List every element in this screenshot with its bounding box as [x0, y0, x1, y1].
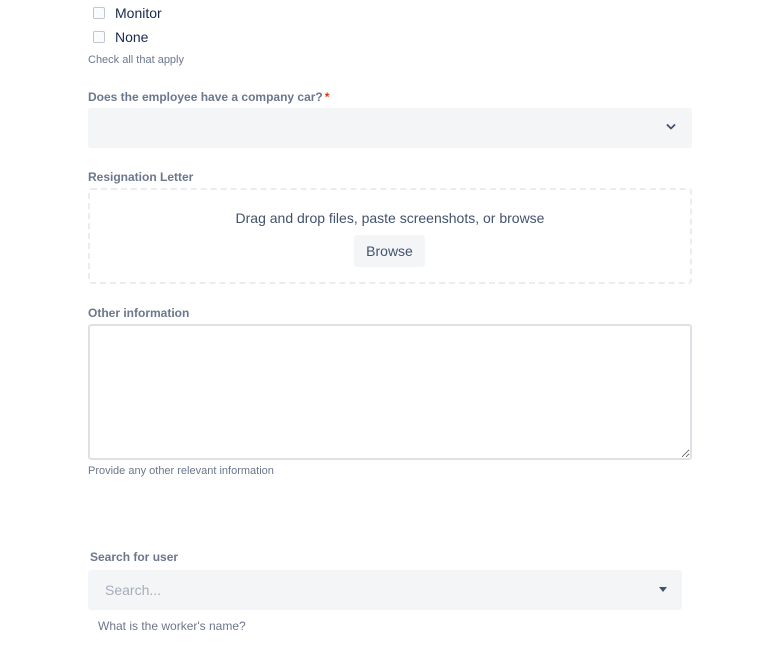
- checkbox-option-none[interactable]: [93, 27, 148, 47]
- dropzone-text: Drag and drop files, paste screenshots, or browse: [235, 210, 545, 226]
- checkbox-option-monitor[interactable]: [93, 3, 162, 23]
- other-information-textarea[interactable]: [88, 324, 692, 460]
- chevron-down-icon: [666, 122, 676, 132]
- browse-button[interactable]: Browse: [354, 235, 425, 267]
- caret-down-icon: [659, 587, 667, 592]
- search-user-helper-text: What is the worker's name?: [98, 619, 246, 633]
- checkbox-none[interactable]: [93, 31, 105, 43]
- company-car-select[interactable]: [88, 108, 692, 148]
- checkbox-helper-text: Check all that apply: [88, 54, 184, 66]
- search-user-label: Search for user: [90, 550, 179, 564]
- required-marker: *: [324, 90, 330, 104]
- search-placeholder: Search...: [105, 582, 162, 598]
- file-dropzone[interactable]: [88, 188, 692, 284]
- checkbox-monitor[interactable]: [93, 7, 105, 19]
- company-car-label-text: Does the employee have a company car?: [88, 90, 323, 104]
- company-car-label: [88, 90, 329, 104]
- checkbox-label: None: [115, 29, 149, 45]
- checkbox-label: Monitor: [115, 5, 162, 21]
- other-information-helper-text: Provide any other relevant information: [88, 465, 274, 477]
- other-information-label: Other information: [88, 306, 190, 320]
- user-search-select[interactable]: [88, 570, 682, 610]
- resignation-letter-label: Resignation Letter: [88, 170, 194, 184]
